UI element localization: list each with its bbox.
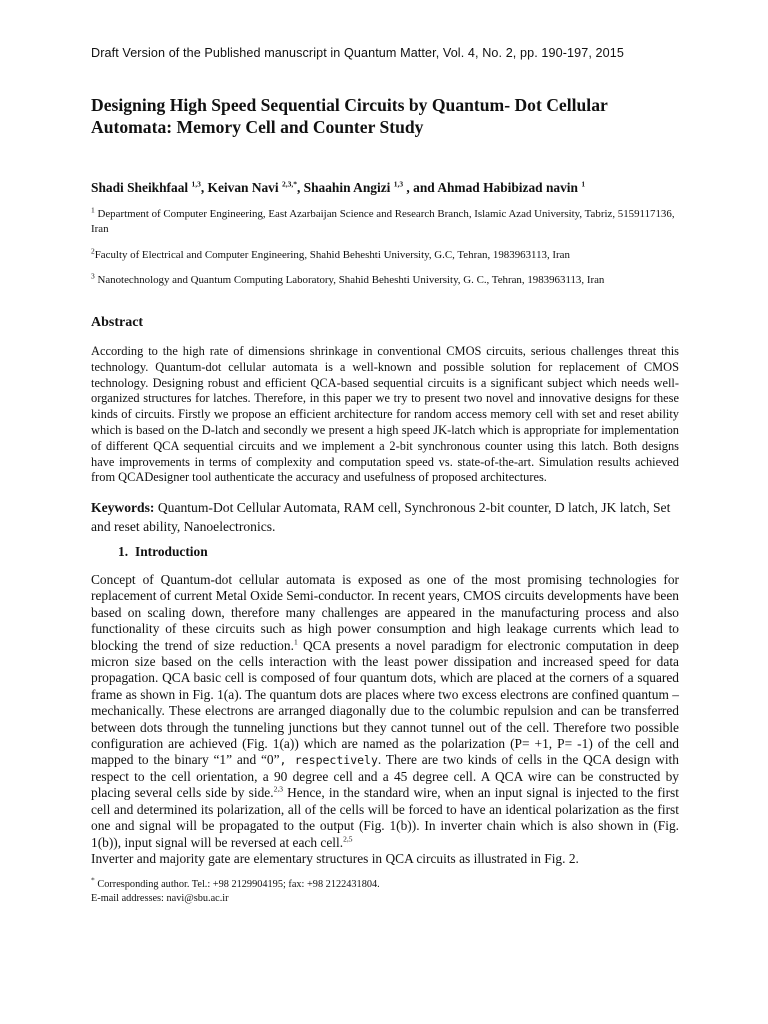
- author-name: , Keivan Navi: [200, 180, 282, 195]
- section-heading-introduction: [118, 544, 208, 560]
- abstract-text: According to the high rate of dimensions shrinkage in conventional CMOS circuits, serious challenges threat this technology. Quantum-dot cellular automata is a well-known and possible solution for replacement of CMOS technology. Designing robust and efficient QCA-based sequential circuits is a significant subject which needs well-organized structures for latches. Therefore, in this paper we try to present two novel and innovative designs for these kinds of circuits. Firstly we propose an efficient architecture for random access memory cell with set and reset ability which is based on the D-latch and secondly we present a high speed JK-latch which is appropriate for implementation of different QCA sequential circuits and we implement a 2-bit synchronous counter using this latch. Both designs have improvements in terms of complexity and computation speed vs. state-of-the-art. Simulation results achieved from QCADesigner tool authenticate the accuracy and usefulness of proposed architectures.: [91, 344, 679, 485]
- footnote-corresponding-author: [91, 875, 651, 892]
- keywords-label: Keywords:: [91, 500, 155, 515]
- paragraph: Inverter and majority gate are elementary structures in QCA circuits as illustrated in Fig. 2.: [91, 850, 579, 866]
- author-name: Shadi Sheikhfaal: [91, 180, 192, 195]
- abstract-heading: Abstract: [91, 315, 144, 330]
- paragraph: [91, 572, 679, 851]
- section-title: Introduction: [135, 544, 208, 559]
- keywords: [91, 498, 681, 536]
- affiliation-2: [91, 248, 681, 263]
- affiliation-number: 3: [91, 271, 95, 281]
- footnote-email: E-mail addresses: navi@sbu.ac.ir: [91, 893, 229, 904]
- citation: 2,3: [273, 784, 283, 794]
- affiliation-text: Faculty of Electrical and Computer Engineering, Shahid Beheshti University, G.C, Tehran, 1983963113, Iran: [94, 249, 570, 261]
- author-affiliation-marker: 1,3: [191, 179, 201, 189]
- paper-title: Designing High Speed Sequential Circuits by Quantum- Dot Cellular Automata: Memory Cell and Counter Study: [91, 95, 608, 137]
- paragraph-text: Hence, in the standard wire, when an input signal is injected to the first cell and determined its polarization, all of the cells will be forced to have an identical polarization as the first one and signal will be propagated to the output (Fig. 1(b)). In inverter chain which is also shown in (Fig. 1(b)), input signal will be reversed at each cell.: [91, 785, 679, 850]
- citation: 1: [293, 637, 298, 647]
- footnote-text: Corresponding author. Tel.: +98 2129904195; fax: +98 2122431804.: [94, 879, 380, 890]
- author-affiliation-marker: 1: [581, 179, 586, 189]
- keywords-text: Quantum-Dot Cellular Automata, RAM cell, Synchronous 2-bit counter, D latch, JK latch, Set and reset ability, Nanoelectronics.: [91, 500, 671, 534]
- author-list: [91, 180, 585, 196]
- author-name: , and Ahmad Habibizad navin: [403, 180, 582, 195]
- author-affiliation-marker: 2,3,*: [281, 179, 297, 189]
- introduction-body: [91, 572, 679, 867]
- paragraph-text: Concept of Quantum-dot cellular automata is exposed as one of the most promising technologies for replacement of current Metal Oxide Semi-conductor. In recent years, CMOS circuits developments have been based on scaling down, therefore many challenges are appeared in the manufacturing process and also functionality of these circuits such as high power consumption and high leakage currents which lead to blocking the trend of size reduction.: [91, 572, 679, 653]
- affiliation-number: 1: [91, 205, 95, 215]
- affiliation-1: [91, 207, 681, 236]
- footnote-marker: *: [91, 875, 95, 885]
- section-number: 1.: [118, 544, 129, 559]
- paragraph-text: QCA presents a novel paradigm for electronic computation in deep micron size based on the cells interaction with the least power dissipation and increased speed for data propagation. QCA basic cell is composed of four quantum dots, which are placed at the corners of a squared frame as shown in Fig. 1(a). The quantum dots are places where two excess electrons are confined quantum – mechanically. These electrons are arranged diagonally due to the columbic repulsion and can be transferred between dots through the tunneling junctions but they cannot tunnel out of the cell. Therefore two possible configuration are achieved (Fig. 1(a)) which are named as the polarization (P= +1, P= -1) of the cell and mapped to the binary “1” and “0”: [91, 637, 679, 768]
- affiliation-text: Department of Computer Engineering, East Azarbaijan Science and Research Branch, Islamic Azad University, Tabriz, 5159117136, Iran: [91, 208, 675, 235]
- affiliation-number: 2: [91, 246, 95, 256]
- draft-version-line: Draft Version of the Published manuscript in Quantum Matter, Vol. 4, No. 2, pp. 190-197, 2015: [91, 46, 624, 60]
- author-name: , Shaahin Angizi: [296, 180, 394, 195]
- affiliation-3: [91, 273, 681, 288]
- author-affiliation-marker: 1,3: [393, 179, 404, 189]
- citation: 2,5: [343, 834, 353, 844]
- affiliation-text: Nanotechnology and Quantum Computing Laboratory, Shahid Beheshti University, G. C., Tehran, 1983963113, Iran: [94, 274, 605, 286]
- paragraph-text: . There are two kinds of cells in the QCA design with respect to the cell orientation, a 90 degree cell and a 45 degree cell. A QCA wire can be constructed by placing several cells side by side.: [91, 752, 679, 801]
- paragraph-text-mono: , respectively: [279, 753, 378, 768]
